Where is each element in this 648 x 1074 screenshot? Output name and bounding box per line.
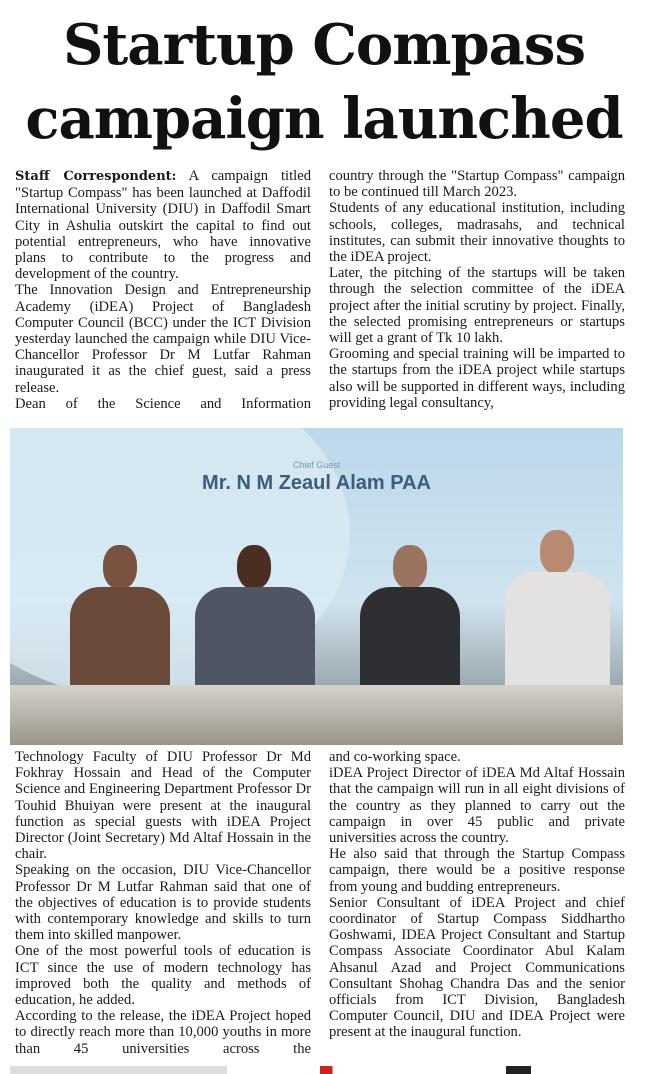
paragraph: Speaking on the occasion, DIU Vice-Chancellor Professor Dr M Lutfar Rahman said that one of the objectives of education is to provide students with contemporary knowledge and skills to turn them into skilled manpower. [15, 862, 311, 944]
paragraph: Later, the pitching of the startups will be taken through the selection committee of the iDEA project after the initial scrutiny by project. Finally, the selected promising entrepreneurs or startups will get a grant of Tk 10 lakh. [329, 265, 625, 347]
paragraph [15, 168, 311, 282]
headline-line-1: Startup Compass [62, 12, 585, 78]
next-article-fragment [10, 1066, 630, 1074]
banner-name: Mr. N M Zeaul Alam PAA [202, 472, 431, 494]
paragraph: Senior Consultant of iDEA Project and chief coordinator of Startup Compass Siddhartho Goshwami, IDEA Project Consultant and Startup Compass Associate Coordinator Abul Kalam Ahsanul Azad and Project Communications Consultant Shohag Chandra Das and the senior officials from ICT Division, Bangladesh Computer Council, DIU and IDEA Project were present at the inaugural function. [329, 894, 625, 1041]
headline [0, 8, 648, 156]
paragraph: and co-working space. [329, 749, 461, 765]
paragraph: Students of any educational institution, including schools, colleges, madrasahs, and technical institutes, can submit their innovative thoughts to the iDEA project. [329, 200, 625, 266]
article-column-1 [15, 168, 311, 412]
paragraph: The Innovation Design and Entrepreneurship Academy (iDEA) Project of Bangladesh Computer Council (BCC) under the ICT Division yesterday launched the campaign while DIU Vice-Chancellor Professor Dr M Lutfar Rahman inaugurated it as the chief guest, said a press release. [15, 282, 311, 396]
paragraph: One of the most powerful tools of education is ICT since the use of modern technology has improved both the quality and methods of education, he added. [15, 943, 311, 1009]
article-column-3 [15, 749, 311, 1057]
article-column-4 [329, 749, 625, 1041]
banner-label: Chief Guest [292, 460, 341, 470]
paragraph: Dean of the Science and Information [15, 395, 311, 412]
paragraph: iDEA Project Director of iDEA Md Altaf Hossain that the campaign will run in all eight divisions of the country as they planned to carry out the campaign in over 45 public and private universities across the country. [329, 765, 625, 847]
headline-line-2: campaign launched [25, 86, 623, 152]
paragraph: According to the release, the iDEA Project hoped to directly reach more than 10,000 youths in more than 45 universities across the [15, 1008, 311, 1057]
paragraph-text: A campaign titled "Startup Compass" has been launched at Daffodil International University (DIU) in Daffodil Smart City in Ashulia outskirt the capital to find out potential entrepreneurs, who have innovative plans to contribute to the progress and development of the country. [15, 168, 311, 283]
paragraph: He also said that through the Startup Compass campaign, there would be a positive response from young and budding entrepreneurs. [329, 846, 625, 895]
byline: Staff Correspondent: [15, 169, 177, 184]
event-photo [10, 428, 623, 745]
table [10, 685, 623, 745]
paragraph: Technology Faculty of DIU Professor Dr Md Fokhray Hossain and Head of the Computer Science and Engineering Department Professor Dr Touhid Bhuiyan were present at the inaugural function as special guests with iDEA Project Director (Joint Secretary) Md Altaf Hossain in the chair. [15, 749, 311, 863]
paragraph: country through the "Startup Compass" campaign to be continued till March 2023. [329, 168, 625, 201]
article-column-2 [329, 168, 625, 411]
paragraph: Grooming and special training will be imparted to the startups from the iDEA project while startups also will be supported in different ways, including providing legal consultancy, [329, 346, 625, 411]
